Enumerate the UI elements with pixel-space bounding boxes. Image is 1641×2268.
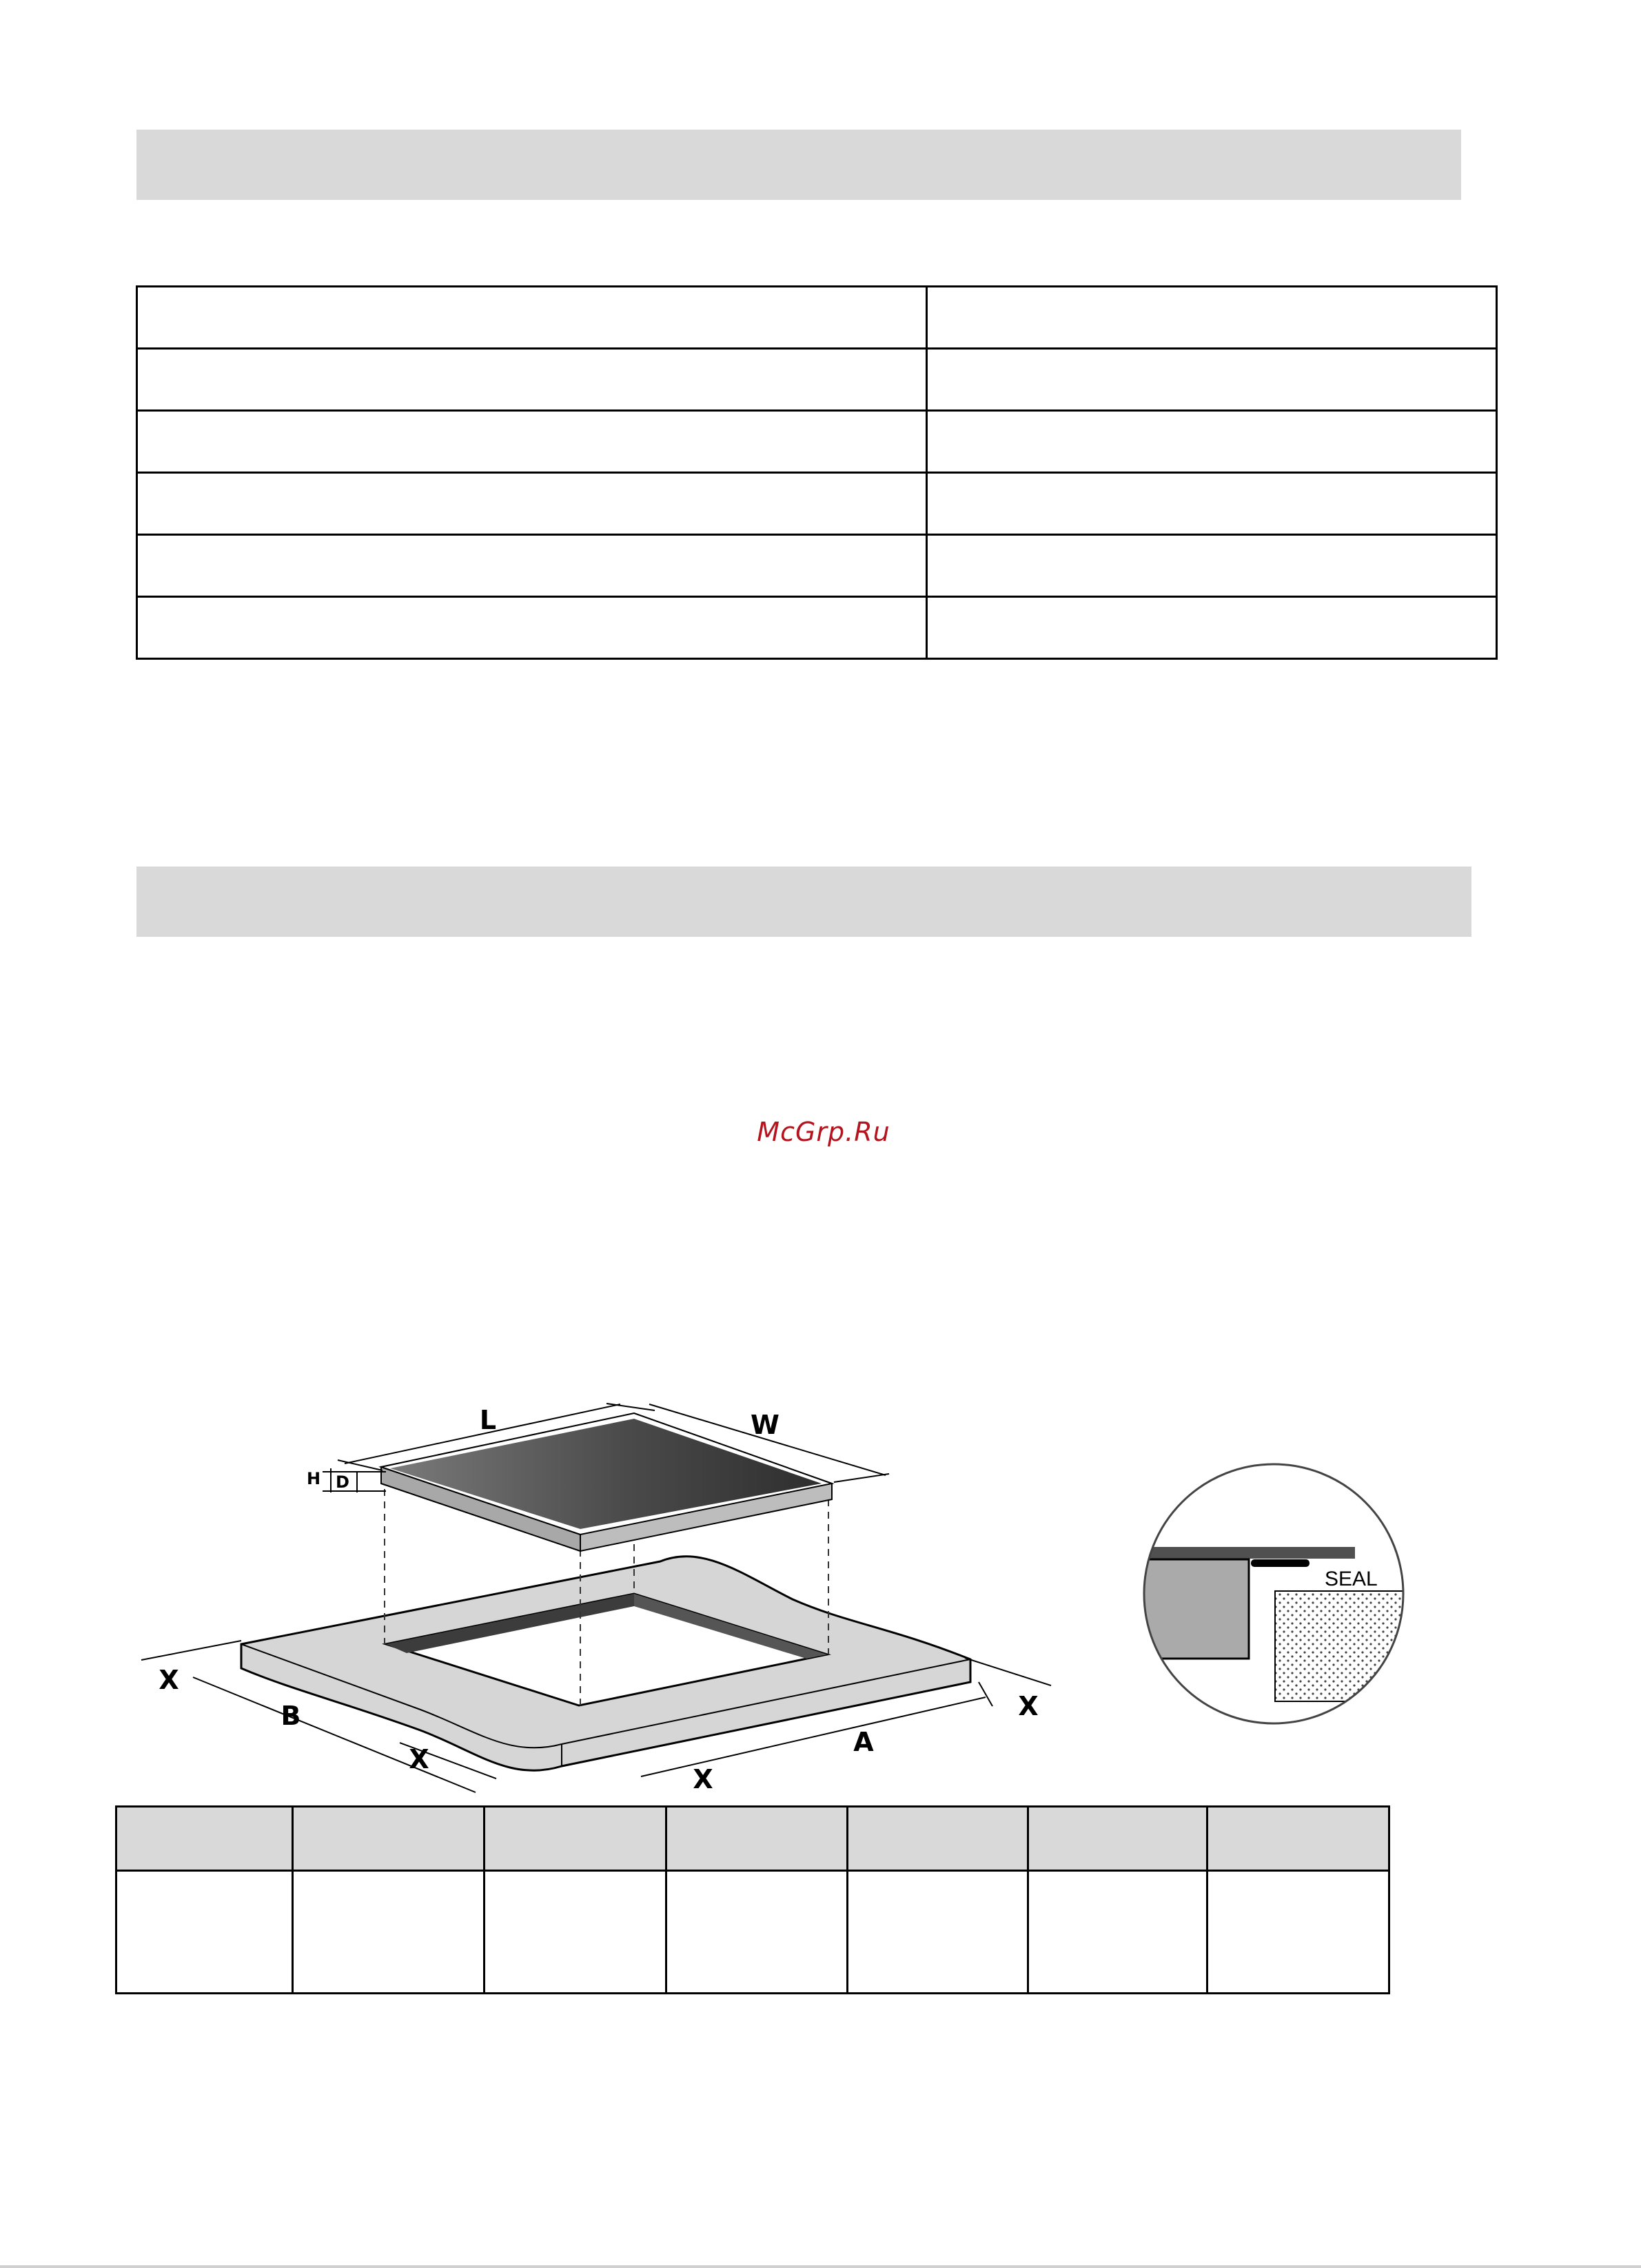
- label-X-left: X: [159, 1665, 179, 1695]
- seal-detail: [1141, 1464, 1413, 1723]
- dimensions-header-cell: [1028, 1807, 1207, 1871]
- dimensions-header-cell: [485, 1807, 666, 1871]
- dimensions-value-row: [116, 1871, 1389, 1994]
- dimensions-value-cell: [1028, 1871, 1207, 1994]
- label-D: D: [336, 1472, 349, 1492]
- label-L: L: [479, 1405, 497, 1435]
- dimensions-header-cell: [1207, 1807, 1389, 1871]
- label-seal: SEAL: [1325, 1568, 1378, 1590]
- dimensions-header-row: [116, 1807, 1389, 1871]
- dimensions-header-cell: [848, 1807, 1028, 1871]
- dimensions-value-cell: [666, 1871, 848, 1994]
- dimensions-table: [115, 1805, 1390, 1994]
- dimensions-header-cell: [293, 1807, 485, 1871]
- dimensions-value-cell: [293, 1871, 485, 1994]
- label-X-front: X: [409, 1744, 429, 1774]
- label-X-right: X: [1018, 1691, 1039, 1721]
- dimensions-header-cell: [116, 1807, 293, 1871]
- label-B: B: [281, 1701, 301, 1731]
- dimensions-header-cell: [666, 1807, 848, 1871]
- label-X-bottom: X: [693, 1764, 713, 1794]
- dimensions-value-cell: [485, 1871, 666, 1994]
- page-bottom-edge: [0, 2265, 1641, 2268]
- dimensions-value-cell: [116, 1871, 293, 1994]
- label-A: A: [853, 1727, 874, 1757]
- dimensions-value-cell: [848, 1871, 1028, 1994]
- label-H: H: [306, 1469, 321, 1488]
- label-W: W: [751, 1410, 779, 1440]
- watermark-text: McGrp.Ru: [757, 1117, 890, 1147]
- dimensions-value-cell: [1207, 1871, 1389, 1994]
